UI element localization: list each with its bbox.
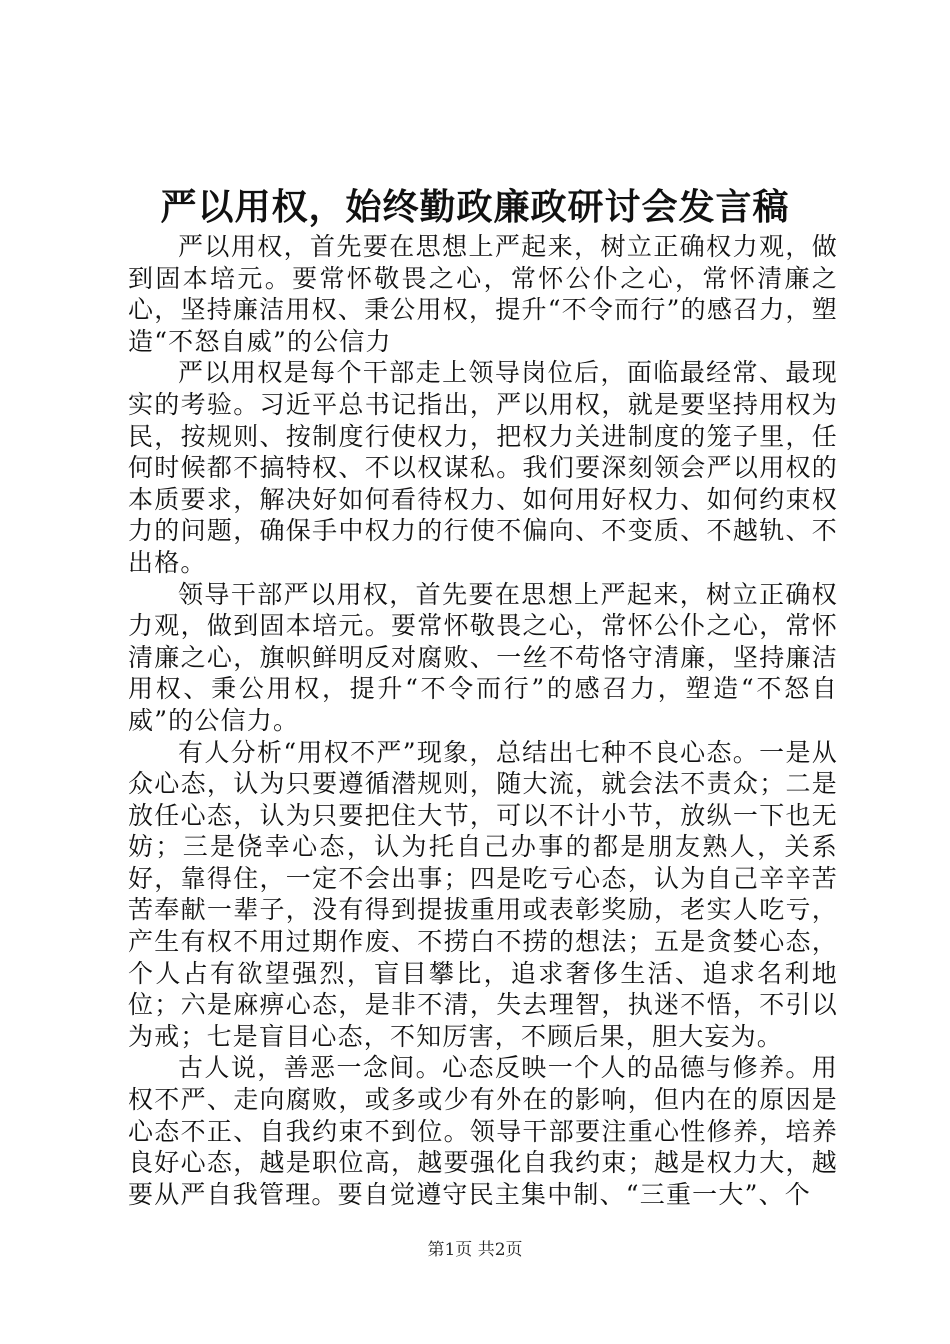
paragraph: 古人说，善恶一念间。心态反映一个人的品德与修养。用权不严、走向腐败，或多或少有外在的影响，但内在的原因是心态不正、自我约束不到位。领导干部要注重心性修养，培养良好心态，越是职位高，越要强化自我约束；越是权力大，越要从严自我管理。要自觉遵守民主集中制、“三重一大”、个	[128, 1053, 838, 1209]
page-number-footer: 第1页 共2页	[427, 1240, 523, 1260]
paragraph: 严以用权，首先要在思想上严起来，树立正确权力观，做到固本培元。要常怀敬畏之心，常怀公仆之心，常怀清廉之心，坚持廉洁用权、秉公用权，提升“不令而行”的感召力，塑造“不怒自威”的公信力	[128, 232, 838, 356]
paragraph: 严以用权是每个干部走上领导岗位后，面临最经常、最现实的考验。习近平总书记指出，严以用权，就是要坚持用权为民，按规则、按制度行使权力，把权力关进制度的笼子里，任何时候都不搞特权、不以权谋私。我们要深刻领会严以用权的本质要求，解决好如何看待权力、如何用好权力、如何约束权力的问题，确保手中权力的行使不偏向、不变质、不越轨、不出格。	[128, 358, 838, 577]
document-body	[128, 231, 838, 1210]
paragraph: 领导干部严以用权，首先要在思想上严起来，树立正确权力观，做到固本培元。要常怀敬畏之心，常怀公仆之心，常怀清廉之心，旗帜鲜明反对腐败、一丝不苟恪守清廉，坚持廉洁用权、秉公用权，提升“不令而行”的感召力，塑造“不怒自威”的公信力。	[128, 579, 838, 735]
paragraph: 有人分析“用权不严”现象，总结出七种不良心态。一是从众心态，认为只要遵循潜规则，随大流，就会法不责众；二是放任心态，认为只要把住大节，可以不计小节，放纵一下也无妨；三是侥幸心态，认为托自己办事的都是朋友熟人，关系好，靠得住，一定不会出事；四是吃亏心态，认为自己辛辛苦苦奉献一辈子，没有得到提拔重用或表彰奖励，老实人吃亏，产生有权不用过期作废、不捞白不捞的想法；五是贪婪心态，个人占有欲望强烈，盲目攀比，追求奢侈生活、追求名利地位；六是麻痹心态，是非不清，失去理智，执迷不悟，不引以为戒；七是盲目心态，不知厉害，不顾后果，胆大妄为。	[128, 737, 838, 1051]
document-title: 严以用权，始终勤政廉政研讨会发言稿	[160, 187, 790, 228]
